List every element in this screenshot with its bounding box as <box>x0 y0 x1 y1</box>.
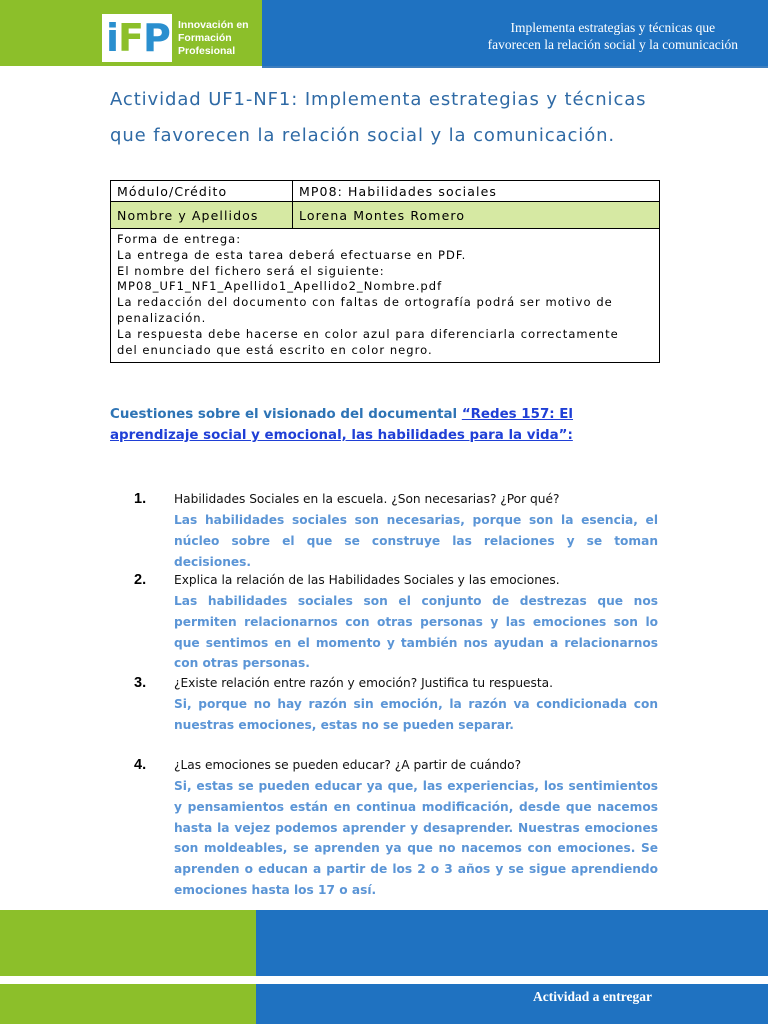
documentary-link[interactable]: “Redes 157: El aprendizaje social y emocional, las habilidades para la vida”: <box>110 407 574 443</box>
delivery-notes <box>111 229 660 363</box>
note-line: El nombre del fichero será el siguiente: <box>117 263 385 278</box>
footer-bottom-green <box>0 984 256 1024</box>
question-number: 1. <box>134 491 147 507</box>
footer-green-band <box>0 910 256 976</box>
logo-letters: iFP <box>106 16 170 60</box>
module-label: Módulo/Crédito <box>111 181 293 202</box>
question-text: Explica la relación de las Habilidades Sociales y las emociones. <box>174 573 560 587</box>
module-value: MP08: Habilidades sociales <box>293 181 660 202</box>
name-value: Lorena Montes Romero <box>293 202 660 229</box>
footer-divider <box>0 976 768 984</box>
logo-text: Innovación en Formación Profesional <box>178 19 249 57</box>
question-text: Habilidades Sociales en la escuela. ¿Son necesarias? ¿Por qué? <box>174 492 560 506</box>
name-row <box>111 202 660 229</box>
answer-text: Las habilidades sociales son necesarias, porque son la esencia, el núcleo sobre el que se construye las relaciones y se toman decisiones. <box>174 513 658 569</box>
footer-blue-band <box>256 910 768 976</box>
note-line: Forma de entrega: <box>117 232 242 246</box>
name-label: Nombre y Apellidos <box>111 202 293 229</box>
question-number: 4. <box>134 757 147 773</box>
note-line: del enunciado que está escrito en color negro. <box>117 342 433 357</box>
header-blue-band <box>262 0 768 66</box>
note-line: La respuesta debe hacerse en color azul para diferenciarla correctamente <box>117 326 619 341</box>
module-row <box>111 181 660 202</box>
question-text: ¿Las emociones se pueden educar? ¿A partir de cuándo? <box>174 758 522 772</box>
section-intro: Cuestiones sobre el visionado del documental <box>110 407 462 422</box>
note-line: MP08_UF1_NF1_Apellido1_Apellido2_Nombre.pdf <box>117 279 443 294</box>
footer-label: Actividad a entregar <box>533 989 652 1004</box>
answer-text: Si, porque no hay razón sin emoción, la razón va condicionada con nuestras emociones, estas no se pueden separar. <box>174 697 658 732</box>
note-line: penalización. <box>117 310 207 325</box>
note-line: La entrega de esta tarea deberá efectuarse en PDF. <box>117 247 467 262</box>
header-divider <box>262 66 768 68</box>
question-text: ¿Existe relación entre razón y emoción? Justifica tu respuesta. <box>174 676 554 690</box>
section-heading <box>110 404 666 446</box>
logo-mark <box>102 14 172 62</box>
answer-text: Si, estas se pueden educar ya que, las experiencias, los sentimientos y pensamientos están en continua modificación, desde que nacemos hasta la vejez podemos aprender y desaprender. Nuestras emociones son moldeables, se aprenden ya que no nacemos con emociones. Se aprenden o educan a partir de los 2 o 3 años y se sigue aprendiendo emociones hasta los 17 o así. <box>174 779 658 897</box>
info-table <box>110 180 660 363</box>
note-line: La redacción del documento con faltas de ortografía podrá ser motivo de <box>117 295 613 310</box>
question-number: 2. <box>134 572 147 588</box>
answer-text: Las habilidades sociales son el conjunto de destrezas que nos permiten relacionarnos con otras personas y las emociones son lo que sentimos en el momento y también nos ayudan a relacionarnos con otras personas. <box>174 594 658 671</box>
document-title: Actividad UF1-NF1: Implementa estrategias y técnicas que favorecen la relación social y la comunicación. <box>110 89 647 146</box>
header-title: Implementa estrategias y técnicas que favorecen la relación social y la comunicación <box>487 20 738 52</box>
footer-bottom-blue <box>256 984 768 1024</box>
question-number: 3. <box>134 675 147 691</box>
ifp-logo <box>102 14 262 66</box>
notes-row <box>111 229 660 363</box>
